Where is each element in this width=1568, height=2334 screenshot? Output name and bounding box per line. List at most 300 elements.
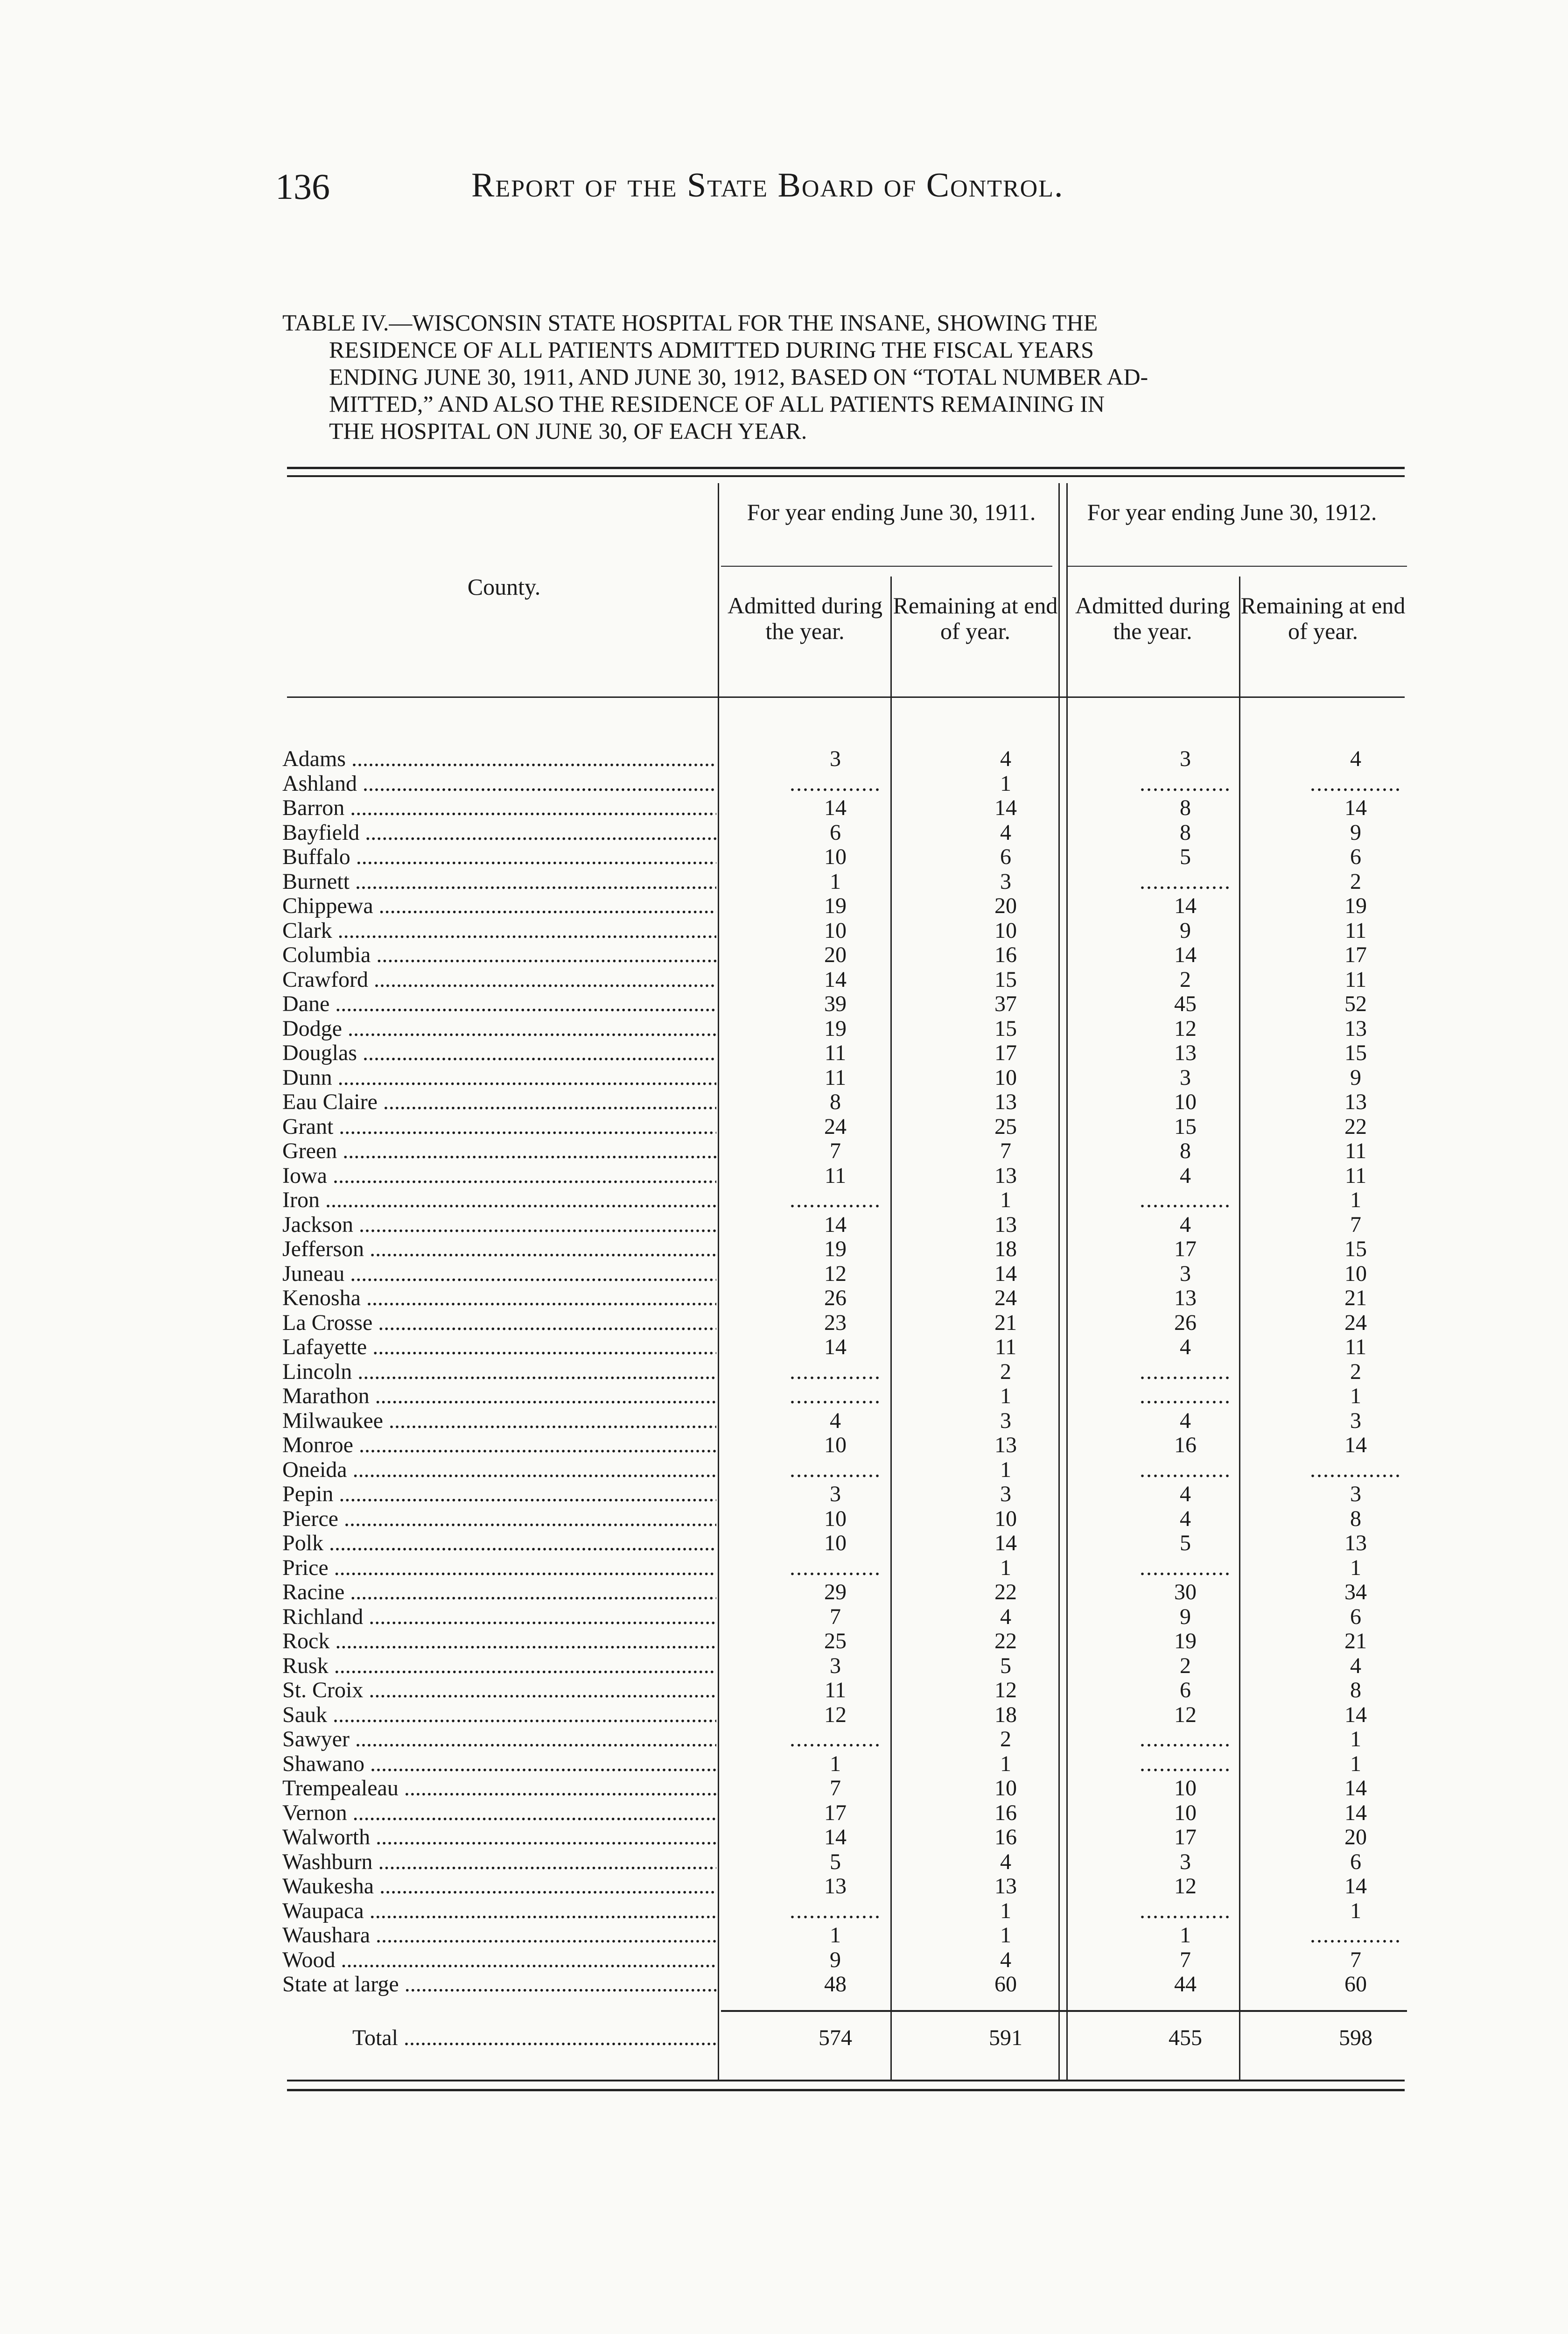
admitted-1912-cell: 1 [1180,1923,1191,1947]
header-bottom-rule [287,696,1405,698]
col-header-remaining-1911: Remaining at end of year. [893,592,1058,644]
remaining-1911-cell: 10 [994,1506,1017,1531]
admitted-1912-cell: 9 [1180,1604,1191,1629]
admitted-1911-cell: .............. [790,1555,881,1580]
admitted-1912-cell: 2 [1180,1653,1191,1678]
remaining-1912-cell: 1 [1350,1751,1361,1776]
remaining-1911-cell: 24 [994,1286,1017,1310]
remaining-1911-cell: 1 [1000,1188,1011,1212]
remaining-1911-cell: 3 [1000,1408,1011,1433]
county-cell: Waushara ..... [282,1923,716,1947]
county-cell: Dunn ..... [282,1066,716,1090]
admitted-1911-cell: 48 [824,1972,847,1997]
admitted-1911-cell: .............. [790,1384,881,1408]
county-cell: Buffalo ..... [282,845,716,869]
remaining-1912-cell: 6 [1350,1604,1361,1629]
table-row [282,1188,1412,1212]
county-cell: Burnett ..... [282,870,716,894]
remaining-1912-cell: 1 [1350,1188,1361,1212]
remaining-1911-cell: 12 [994,1678,1017,1702]
admitted-1912-cell: 5 [1180,1531,1191,1555]
remaining-1912-cell: 11 [1344,1163,1367,1188]
remaining-1911-cell: 13 [994,1433,1017,1457]
col-header-remaining-1912: Remaining at end of year. [1240,592,1406,644]
admitted-1912-cell: 10 [1174,1090,1197,1114]
total-row [282,2026,1412,2050]
remaining-1911-cell: 13 [994,1874,1017,1898]
table-row [282,1041,1412,1065]
admitted-1911-cell: 9 [830,1947,841,1972]
admitted-1912-cell: 13 [1174,1040,1197,1065]
table-top-rule-2 [287,475,1405,477]
remaining-1911-cell: 4 [1000,1947,1011,1972]
remaining-1912-cell: 17 [1344,942,1367,967]
admitted-1912-cell: 14 [1174,893,1197,918]
admitted-1911-cell: 1 [830,1751,841,1776]
caption-line: RESIDENCE OF ALL PATIENTS ADMITTED DURING THE FISCAL YEARS [329,337,1094,363]
admitted-1912-cell: 8 [1180,795,1191,820]
admitted-1912-cell: .............. [1140,1898,1231,1923]
remaining-1912-cell: 1 [1350,1384,1361,1408]
remaining-1911-cell: 18 [994,1702,1017,1727]
remaining-1911-cell: 25 [994,1114,1017,1139]
remaining-1911-cell: 1 [1000,1384,1011,1408]
remaining-1911-cell: 4 [1000,746,1011,771]
remaining-1912-cell: 52 [1344,991,1367,1016]
table-row [282,1507,1412,1531]
remaining-1912-cell: 6 [1350,1849,1361,1874]
remaining-1912-cell: 14 [1344,1776,1367,1800]
total-remaining-1911: 591 [989,2025,1022,2050]
table-row [282,1825,1412,1849]
admitted-1912-cell: 4 [1180,1482,1191,1506]
remaining-1912-cell: 21 [1344,1629,1367,1653]
table-row [282,992,1412,1016]
admitted-1911-cell: 3 [830,1653,841,1678]
county-cell: St. Croix ..... [282,1678,716,1702]
county-cell: Columbia ..... [282,943,716,967]
county-cell: Eau Claire ..... [282,1090,716,1114]
table-bottom-rule [287,2080,1405,2081]
admitted-1912-cell: 10 [1174,1800,1197,1825]
admitted-1911-cell: 25 [824,1629,847,1653]
remaining-1912-cell: 13 [1344,1016,1367,1041]
county-cell: Rock ..... [282,1629,716,1653]
remaining-1911-cell: 22 [994,1580,1017,1604]
remaining-1911-cell: 10 [994,918,1017,943]
remaining-1911-cell: 4 [1000,820,1011,845]
admitted-1912-cell: 5 [1180,844,1191,869]
county-cell: Shawano ..... [282,1752,716,1776]
remaining-1911-cell: 2 [1000,1727,1011,1751]
table-row [282,1580,1412,1604]
total-label: Total ..... [352,2026,716,2050]
remaining-1911-cell: 37 [994,991,1017,1016]
admitted-1911-cell: 3 [830,1482,841,1506]
group-underline-1912 [1066,566,1407,567]
county-cell: Crawford ..... [282,968,716,992]
admitted-1911-cell: 29 [824,1580,847,1604]
admitted-1911-cell: 14 [824,795,847,820]
county-cell: La Crosse ..... [282,1311,716,1335]
county-cell: Rusk ..... [282,1654,716,1678]
remaining-1911-cell: 16 [994,1825,1017,1849]
admitted-1912-cell: .............. [1140,1384,1231,1408]
admitted-1912-cell: .............. [1140,1188,1231,1212]
remaining-1911-cell: 18 [994,1237,1017,1261]
remaining-1912-cell: .............. [1310,1923,1401,1947]
admitted-1912-cell: .............. [1140,1555,1231,1580]
admitted-1912-cell: 3 [1180,746,1191,771]
table-row [282,1262,1412,1286]
table-row [282,919,1412,943]
admitted-1911-cell: 12 [824,1702,847,1727]
admitted-1912-cell: 17 [1174,1825,1197,1849]
total-admitted-1911: 574 [819,2025,852,2050]
admitted-1911-cell: 1 [830,869,841,894]
total-remaining-1912: 598 [1339,2025,1372,2050]
remaining-1911-cell: 1 [1000,1555,1011,1580]
table-row [282,1556,1412,1580]
remaining-1912-cell: 14 [1344,795,1367,820]
caption-line: MITTED,” AND ALSO THE RESIDENCE OF ALL PATIENTS REMAINING IN [329,391,1105,417]
admitted-1911-cell: 14 [824,1335,847,1359]
admitted-1912-cell: .............. [1140,771,1231,796]
remaining-1912-cell: 7 [1350,1947,1361,1972]
remaining-1911-cell: 7 [1000,1139,1011,1163]
table-row [282,943,1412,967]
table-row [282,1409,1412,1433]
remaining-1911-cell: 16 [994,942,1017,967]
table-row [282,1066,1412,1090]
admitted-1911-cell: 10 [824,1531,847,1555]
remaining-1911-cell: 13 [994,1090,1017,1114]
remaining-1912-cell: 13 [1344,1531,1367,1555]
table-row [282,1384,1412,1408]
county-cell: Lincoln ..... [282,1360,716,1384]
remaining-1911-cell: 5 [1000,1653,1011,1678]
admitted-1912-cell: 14 [1174,942,1197,967]
table-row [282,1213,1412,1237]
admitted-1911-cell: 14 [824,1212,847,1237]
total-rule [721,2010,1407,2012]
admitted-1912-cell: 45 [1174,991,1197,1016]
remaining-1912-cell: .............. [1310,771,1401,796]
remaining-1911-cell: 21 [994,1310,1017,1335]
admitted-1911-cell: 20 [824,942,847,967]
admitted-1911-cell: 14 [824,967,847,992]
remaining-1911-cell: 4 [1000,1849,1011,1874]
admitted-1912-cell: 8 [1180,1139,1191,1163]
table-row [282,1335,1412,1359]
total-admitted-1912: 455 [1169,2025,1202,2050]
table-row [282,1164,1412,1188]
remaining-1912-cell: 20 [1344,1825,1367,1849]
admitted-1911-cell: .............. [790,1898,881,1923]
remaining-1912-cell: 7 [1350,1212,1361,1237]
admitted-1911-cell: 19 [824,893,847,918]
county-cell: Oneida ..... [282,1458,716,1482]
admitted-1912-cell: 12 [1174,1874,1197,1898]
admitted-1911-cell: 7 [830,1604,841,1629]
admitted-1912-cell: 12 [1174,1016,1197,1041]
county-cell: Chippewa ..... [282,894,716,918]
remaining-1912-cell: 11 [1344,967,1367,992]
admitted-1912-cell: 7 [1180,1947,1191,1972]
table-row [282,1850,1412,1874]
county-cell: Sauk ..... [282,1703,716,1727]
county-cell: Iowa ..... [282,1164,716,1188]
admitted-1912-cell: .............. [1140,1751,1231,1776]
admitted-1912-cell: 30 [1174,1580,1197,1604]
table-row [282,1899,1412,1923]
admitted-1912-cell: 8 [1180,820,1191,845]
admitted-1911-cell: 8 [830,1090,841,1114]
county-header: County. [467,574,541,600]
remaining-1911-cell: 15 [994,967,1017,992]
county-cell: Waupaca ..... [282,1899,716,1923]
group-underline-1911 [721,566,1052,567]
county-cell: Sawyer ..... [282,1727,716,1751]
table-row [282,1237,1412,1261]
county-cell: Pierce ..... [282,1507,716,1531]
admitted-1912-cell: .............. [1140,1457,1231,1482]
admitted-1911-cell: 24 [824,1114,847,1139]
remaining-1912-cell: 10 [1344,1261,1367,1286]
remaining-1912-cell: 14 [1344,1874,1367,1898]
remaining-1912-cell: 11 [1344,918,1367,943]
remaining-1912-cell: 14 [1344,1702,1367,1727]
remaining-1912-cell: 11 [1344,1139,1367,1163]
remaining-1911-cell: 1 [1000,1923,1011,1947]
table-row [282,1605,1412,1629]
table-row [282,1752,1412,1776]
table-row [282,1654,1412,1678]
admitted-1911-cell: .............. [790,1188,881,1212]
caption-line: TABLE IV.—WISCONSIN STATE HOSPITAL FOR THE INSANE, SHOWING THE [282,309,1098,336]
county-cell: Ashland ..... [282,772,716,796]
remaining-1912-cell: 4 [1350,1653,1361,1678]
remaining-1911-cell: 3 [1000,1482,1011,1506]
group-header-1911: For year ending June 30, 1911. [747,499,1036,525]
table-row [282,772,1412,796]
county-cell: Polk ..... [282,1531,716,1555]
remaining-1912-cell: 4 [1350,746,1361,771]
table-row [282,1433,1412,1457]
remaining-1911-cell: 13 [994,1163,1017,1188]
remaining-1912-cell: 6 [1350,844,1361,869]
admitted-1912-cell: 4 [1180,1163,1191,1188]
admitted-1912-cell: 10 [1174,1776,1197,1800]
remaining-1912-cell: 19 [1344,893,1367,918]
county-cell: Milwaukee ..... [282,1409,716,1433]
remaining-1911-cell: 10 [994,1065,1017,1090]
remaining-1912-cell: 60 [1344,1972,1367,1997]
admitted-1912-cell: 3 [1180,1065,1191,1090]
remaining-1911-cell: 14 [994,795,1017,820]
table-top-rule [287,467,1405,469]
county-cell: Richland ..... [282,1605,716,1629]
page-number: 136 [275,166,330,207]
admitted-1911-cell: 17 [824,1800,847,1825]
county-cell: Vernon ..... [282,1801,716,1825]
admitted-1912-cell: 13 [1174,1286,1197,1310]
county-cell: Walworth ..... [282,1825,716,1849]
remaining-1912-cell: 24 [1344,1310,1367,1335]
table-row [282,1703,1412,1727]
admitted-1912-cell: 6 [1180,1678,1191,1702]
remaining-1912-cell: 1 [1350,1555,1361,1580]
admitted-1911-cell: 5 [830,1849,841,1874]
remaining-1912-cell: 14 [1344,1800,1367,1825]
admitted-1911-cell: 10 [824,918,847,943]
remaining-1912-cell: 9 [1350,820,1361,845]
table-row [282,1948,1412,1972]
county-cell: Grant ..... [282,1115,716,1139]
table-row [282,1874,1412,1898]
remaining-1911-cell: 11 [994,1335,1017,1359]
admitted-1911-cell: 10 [824,1506,847,1531]
admitted-1912-cell: .............. [1140,869,1231,894]
remaining-1912-cell: 8 [1350,1678,1361,1702]
admitted-1911-cell: .............. [790,1727,881,1751]
table-row [282,747,1412,771]
table-row [282,1090,1412,1114]
remaining-1912-cell: .............. [1310,1457,1401,1482]
remaining-1912-cell: 3 [1350,1482,1361,1506]
table-row [282,894,1412,918]
remaining-1912-cell: 15 [1344,1040,1367,1065]
table-row [282,1727,1412,1751]
remaining-1911-cell: 17 [994,1040,1017,1065]
admitted-1911-cell: 19 [824,1016,847,1041]
county-cell: Jefferson ..... [282,1237,716,1261]
remaining-1912-cell: 15 [1344,1237,1367,1261]
county-cell: Iron ..... [282,1188,716,1212]
remaining-1911-cell: 1 [1000,1751,1011,1776]
county-cell: Barron ..... [282,796,716,820]
admitted-1912-cell: 12 [1174,1702,1197,1727]
remaining-1912-cell: 2 [1350,1359,1361,1384]
county-cell: Wood ..... [282,1948,716,1972]
remaining-1912-cell: 21 [1344,1286,1367,1310]
remaining-1911-cell: 22 [994,1629,1017,1653]
remaining-1912-cell: 11 [1344,1335,1367,1359]
remaining-1911-cell: 15 [994,1016,1017,1041]
remaining-1911-cell: 6 [1000,844,1011,869]
table-row [282,1017,1412,1041]
table-row [282,1115,1412,1139]
admitted-1911-cell: 12 [824,1261,847,1286]
remaining-1912-cell: 1 [1350,1898,1361,1923]
caption-line: ENDING JUNE 30, 1911, AND JUNE 30, 1912, BASED ON “TOTAL NUMBER AD- [329,364,1148,390]
remaining-1912-cell: 14 [1344,1433,1367,1457]
remaining-1911-cell: 1 [1000,1898,1011,1923]
table-row [282,1923,1412,1947]
running-head: Report of the State Board of Control. [471,166,1064,204]
table-row [282,870,1412,894]
table-caption [282,309,1409,444]
remaining-1911-cell: 20 [994,893,1017,918]
table-row [282,1311,1412,1335]
county-cell: State at large ..... [282,1972,716,1997]
county-cell: Trempealeau ..... [282,1776,716,1800]
table-bottom-rule-2 [287,2089,1405,2091]
table-row [282,1286,1412,1310]
table-row [282,796,1412,820]
admitted-1911-cell: 11 [824,1065,847,1090]
county-cell: Jackson ..... [282,1213,716,1237]
remaining-1911-cell: 14 [994,1261,1017,1286]
admitted-1912-cell: 4 [1180,1212,1191,1237]
admitted-1912-cell: 4 [1180,1335,1191,1359]
table-row [282,968,1412,992]
county-cell: Juneau ..... [282,1262,716,1286]
admitted-1912-cell: 26 [1174,1310,1197,1335]
remaining-1911-cell: 4 [1000,1604,1011,1629]
table-row [282,1776,1412,1800]
admitted-1911-cell: 6 [830,820,841,845]
county-cell: Douglas ..... [282,1041,716,1065]
county-cell: Washburn ..... [282,1850,716,1874]
county-cell: Dodge ..... [282,1017,716,1041]
county-cell: Waukesha ..... [282,1874,716,1898]
table-row [282,845,1412,869]
admitted-1911-cell: 7 [830,1776,841,1800]
admitted-1912-cell: 3 [1180,1261,1191,1286]
remaining-1912-cell: 13 [1344,1090,1367,1114]
caption-line: THE HOSPITAL ON JUNE 30, OF EACH YEAR. [329,418,807,444]
table-row [282,1139,1412,1163]
table-row [282,1360,1412,1384]
remaining-1911-cell: 1 [1000,771,1011,796]
remaining-1912-cell: 1 [1350,1727,1361,1751]
county-cell: Adams ..... [282,747,716,771]
admitted-1911-cell: 26 [824,1286,847,1310]
county-cell: Dane ..... [282,992,716,1016]
admitted-1911-cell: .............. [790,771,881,796]
admitted-1911-cell: .............. [790,1457,881,1482]
admitted-1912-cell: 4 [1180,1506,1191,1531]
admitted-1912-cell: 3 [1180,1849,1191,1874]
admitted-1912-cell: 2 [1180,967,1191,992]
admitted-1912-cell: 4 [1180,1408,1191,1433]
table-row [282,1801,1412,1825]
county-cell: Marathon ..... [282,1384,716,1408]
admitted-1911-cell: 19 [824,1237,847,1261]
county-cell: Bayfield ..... [282,821,716,845]
county-cell: Racine ..... [282,1580,716,1604]
county-cell: Monroe ..... [282,1433,716,1457]
county-cell: Lafayette ..... [282,1335,716,1359]
admitted-1911-cell: 1 [830,1923,841,1947]
remaining-1912-cell: 3 [1350,1408,1361,1433]
admitted-1912-cell: 9 [1180,918,1191,943]
remaining-1911-cell: 14 [994,1531,1017,1555]
remaining-1912-cell: 8 [1350,1506,1361,1531]
admitted-1911-cell: .............. [790,1359,881,1384]
admitted-1911-cell: 3 [830,746,841,771]
table-row [282,1482,1412,1506]
remaining-1911-cell: 60 [994,1972,1017,1997]
remaining-1912-cell: 9 [1350,1065,1361,1090]
admitted-1912-cell: 19 [1174,1629,1197,1653]
remaining-1911-cell: 2 [1000,1359,1011,1384]
remaining-1912-cell: 22 [1344,1114,1367,1139]
admitted-1912-cell: .............. [1140,1359,1231,1384]
admitted-1912-cell: 44 [1174,1972,1197,1997]
admitted-1911-cell: 11 [824,1678,847,1702]
